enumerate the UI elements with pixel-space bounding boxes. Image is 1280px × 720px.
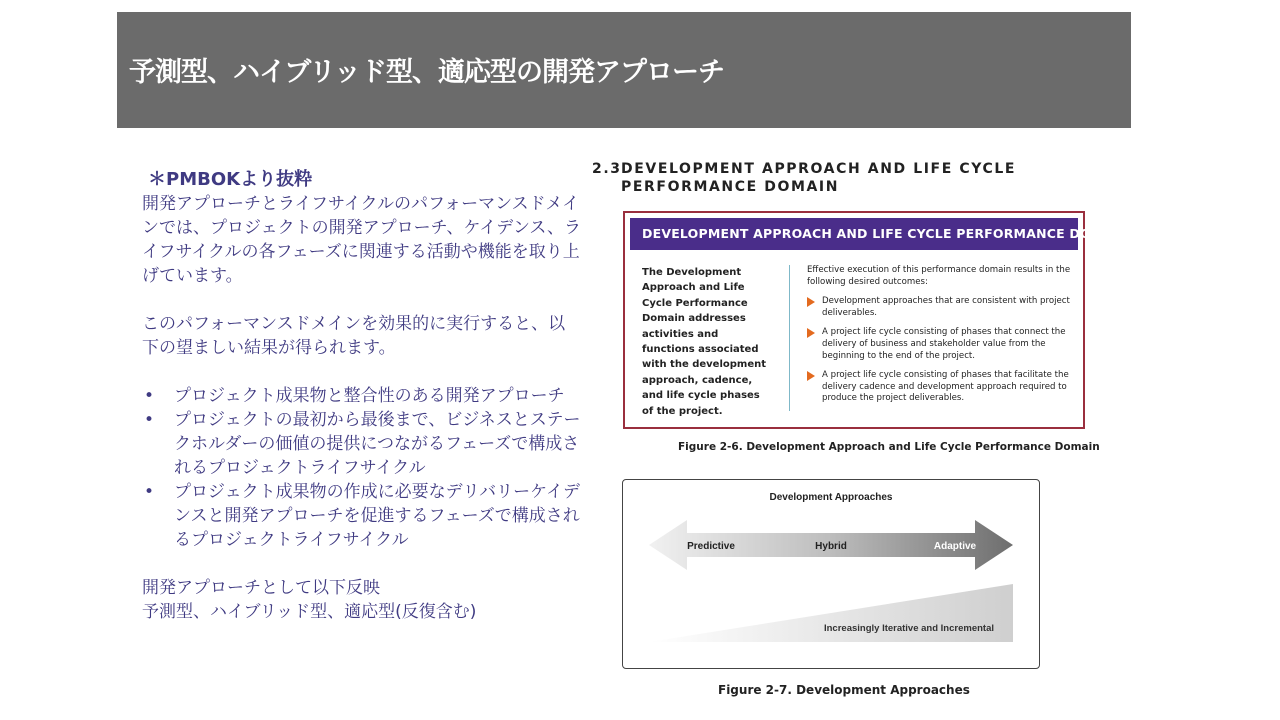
- outcomes-intro: Effective execution of this performance domain results in the following desired outcomes:: [807, 265, 1071, 287]
- hybrid-label: Hybrid: [815, 541, 847, 552]
- source-heading: ＊PMBOKより抜粋: [148, 169, 313, 190]
- outcome-item: A project life cycle consisting of phases that connect the delivery of business and stakeholder value from the beginning to the end of the project.: [807, 327, 1079, 362]
- title-bar: [117, 12, 1131, 128]
- performance-domain-box: [623, 211, 1129, 429]
- bullet-icon: •: [144, 410, 155, 430]
- box-divider: [789, 265, 790, 411]
- figure-2-7-caption: Figure 2-7. Development Approaches: [718, 683, 970, 697]
- diagram-title: Development Approaches: [769, 492, 893, 503]
- approach-paragraph: 開発アプローチとして以下反映: [142, 578, 380, 598]
- intro-paragraph: 開発アプローチとライフサイクルのパフォーマンスドメインでは、プロジェクトの開発アプローチ、ケイデンス、ライフサイクルの各フェーズに関連する活動や機能を取り上げています。: [142, 194, 581, 286]
- list-item: • プロジェクトの最初から最後まで、ビジネスとステークホルダーの価値の提供につながるフェーズで構成されるプロジェクトライフサイクル: [144, 410, 581, 478]
- left-text-panel: [142, 168, 582, 624]
- approach-list-paragraph: 予測型、ハイブリッド型、適応型(反復含む): [142, 602, 477, 622]
- outcome-item: Development approaches that are consistent with project deliverables.: [807, 296, 1079, 319]
- figure-2-6-caption: Figure 2-6. Development Approach and Life Cycle Performance Domain: [678, 441, 1100, 453]
- list-item: • プロジェクト成果物と整合性のある開発アプローチ: [144, 386, 565, 406]
- wedge-label: Increasingly Iterative and Incremental: [823, 623, 995, 634]
- slide-title: 予測型、ハイブリッド型、適応型の開発アプローチ: [129, 57, 725, 88]
- approaches-graphic: [623, 480, 1041, 670]
- box-outcomes: [807, 265, 1079, 405]
- predictive-label: Predictive: [687, 541, 735, 552]
- outcome-item: A project life cycle consisting of phases that facilitate the delivery cadence and development approach required to produce the project deliverables.: [807, 370, 1079, 405]
- box-description: The Development Approach and Life Cycle Performance Domain addresses activities and functions associated with the development approach, cadence, and life cycle phases of the project.: [642, 267, 767, 417]
- triangle-marker-icon: [807, 297, 815, 307]
- bullet-icon: •: [144, 482, 155, 502]
- triangle-marker-icon: [807, 328, 815, 338]
- box-title: DEVELOPMENT APPROACH AND LIFE CYCLE PERFORMANCE DOMAIN: [630, 218, 1078, 250]
- bullet-icon: •: [144, 386, 155, 406]
- outcome-intro-paragraph: このパフォーマンスドメインを効果的に実行すると、以下の望ましい結果が得られます。: [142, 314, 566, 358]
- section-number: 2.3: [592, 161, 622, 177]
- section-heading: [592, 160, 1016, 196]
- adaptive-label: Adaptive: [933, 541, 977, 552]
- section-title-line1: DEVELOPMENT APPROACH AND LIFE CYCLE: [621, 161, 1017, 177]
- section-title-line2: PERFORMANCE DOMAIN: [621, 179, 840, 195]
- outcome-bullet-list: [142, 384, 582, 552]
- development-approaches-diagram: [622, 479, 1040, 669]
- triangle-marker-icon: [807, 371, 815, 381]
- list-item: • プロジェクト成果物の作成に必要なデリバリーケイデンスと開発アプローチを促進するフェーズで構成されるプロジェクトライフサイクル: [144, 482, 580, 550]
